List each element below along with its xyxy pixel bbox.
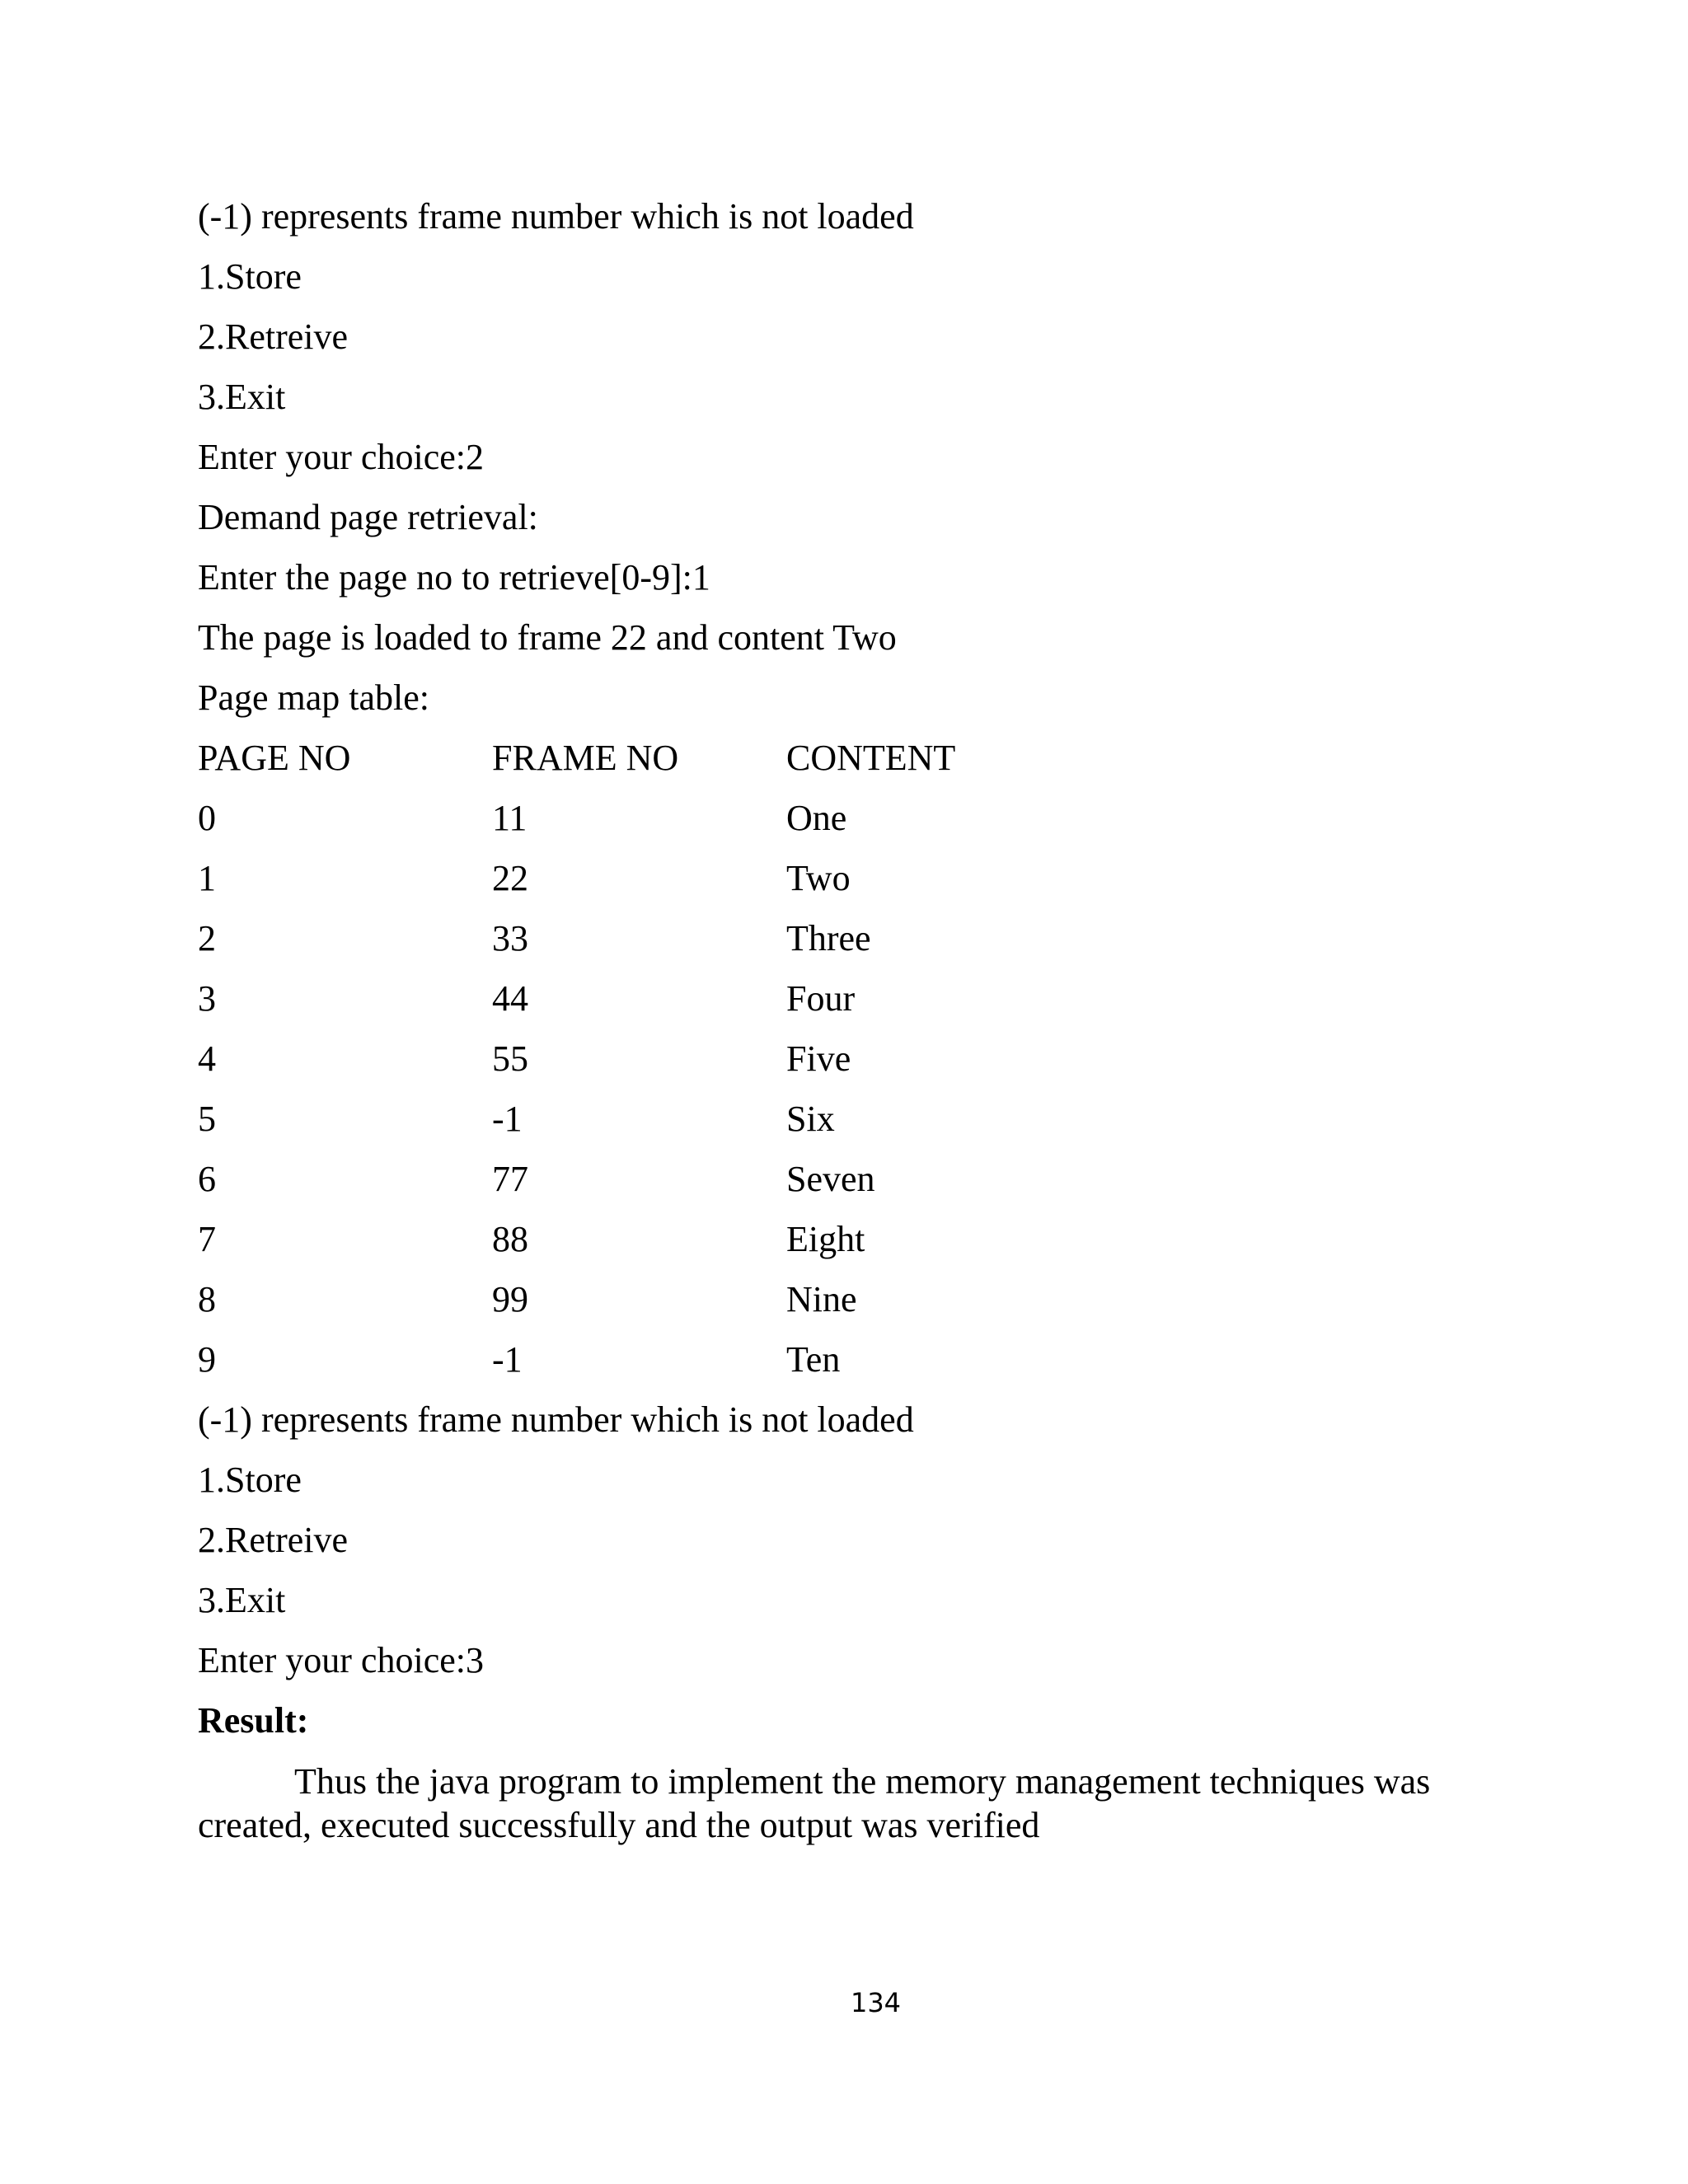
table-cell: 44	[492, 978, 528, 1019]
table-cell: 7	[198, 1219, 216, 1259]
table-cell: 0	[198, 798, 216, 838]
table-cell: Eight	[786, 1219, 865, 1259]
console-line: The page is loaded to frame 22 and content Two	[198, 617, 897, 658]
menu-item-retrieve: 2.Retreive	[198, 316, 349, 357]
table-cell: Four	[786, 978, 856, 1019]
table-cell: 33	[492, 918, 528, 958]
table-cell: Three	[786, 918, 871, 958]
table-cell: -1	[492, 1099, 523, 1139]
table-cell: Nine	[786, 1279, 857, 1319]
console-line: Enter your choice:3	[198, 1640, 484, 1680]
table-cell: 5	[198, 1099, 216, 1139]
table-cell: 8	[198, 1279, 216, 1319]
console-line: (-1) represents frame number which is not loaded	[198, 1399, 914, 1440]
result-text-line: Thus the java program to implement the memory management techniques was	[294, 1761, 1431, 1802]
table-cell: Seven	[786, 1159, 875, 1199]
table-cell: Five	[786, 1038, 851, 1079]
table-cell: 77	[492, 1159, 528, 1199]
table-cell: 11	[492, 798, 528, 838]
table-header: CONTENT	[786, 738, 956, 778]
table-cell: Six	[786, 1099, 835, 1139]
menu-item-store: 1.Store	[198, 256, 302, 297]
result-text-line: created, executed successfully and the output was verified	[198, 1805, 1040, 1845]
table-cell: 6	[198, 1159, 216, 1199]
console-line: Enter the page no to retrieve[0-9]:1	[198, 557, 710, 598]
table-cell: 1	[198, 858, 216, 898]
console-line: Demand page retrieval:	[198, 497, 538, 537]
table-header: PAGE NO	[198, 738, 351, 778]
console-line: (-1) represents frame number which is not loaded	[198, 196, 914, 237]
table-cell: 4	[198, 1038, 216, 1079]
table-cell: 99	[492, 1279, 528, 1319]
table-caption: Page map table:	[198, 677, 430, 718]
table-cell: 2	[198, 918, 216, 958]
table-cell: Ten	[786, 1339, 841, 1380]
table-cell: 9	[198, 1339, 216, 1380]
page-number: 134	[850, 1987, 902, 2018]
menu-item-store: 1.Store	[198, 1460, 302, 1500]
result-paragraph	[198, 1760, 1517, 1847]
table-cell: 88	[492, 1219, 528, 1259]
menu-item-exit: 3.Exit	[198, 377, 286, 417]
table-cell: -1	[492, 1339, 523, 1380]
table-cell: One	[786, 798, 847, 838]
table-cell: 3	[198, 978, 216, 1019]
result-heading: Result:	[198, 1700, 309, 1741]
table-header: FRAME NO	[492, 738, 679, 778]
console-line: Enter your choice:2	[198, 437, 484, 477]
menu-item-retrieve: 2.Retreive	[198, 1520, 349, 1560]
menu-item-exit: 3.Exit	[198, 1580, 286, 1620]
table-cell: Two	[786, 858, 851, 898]
table-cell: 22	[492, 858, 528, 898]
table-cell: 55	[492, 1038, 528, 1079]
